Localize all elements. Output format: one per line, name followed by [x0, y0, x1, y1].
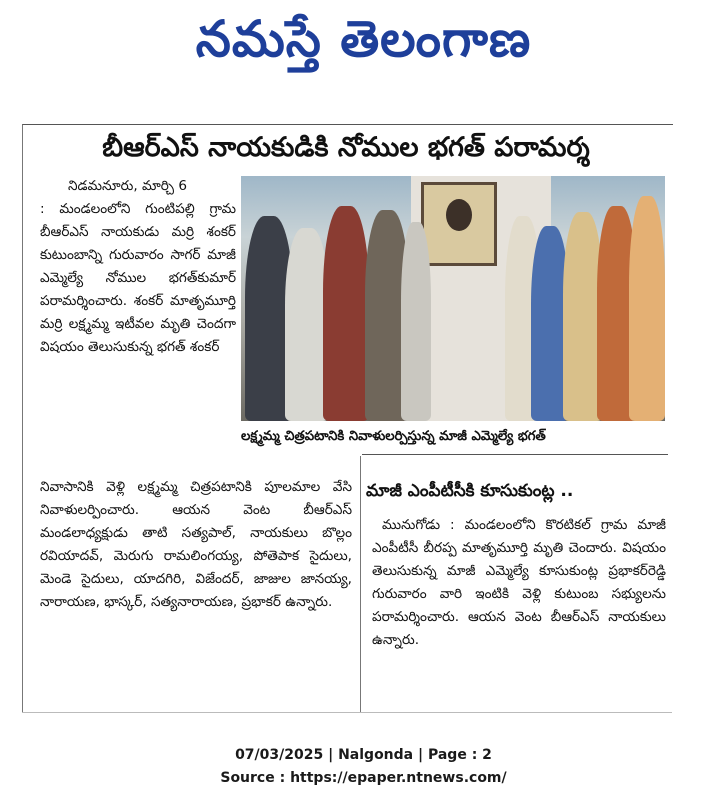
photo-caption: లక్ష్మమ్మ చిత్రపటానికి నివాళులర్పిస్తున్న మాజీ ఎమ్మెల్యే భగత్ — [241, 429, 546, 444]
section-divider — [362, 454, 668, 455]
photo-person — [629, 196, 665, 421]
article-body-left: : మండలంలోని గుంటిపల్లి గ్రామ బీఆర్‌ఎస్ నాయకుడు మర్రి శంకర్ కుటుంబాన్ని గురువారం సాగర్ మాజీ ఎమ్మెల్యే నోముల భగత్‌కుమార్ పరామర్శించారు. శంకర్ మాతృమూర్తి మర్రి లక్ష్మమ్మ ఇటీవల మృతి చెందగా విషయం తెలుసుకున్న భగత్ శంకర్ — [40, 201, 236, 355]
footer-source: Source : https://epaper.ntnews.com/ — [220, 770, 507, 786]
secondary-headline: మాజీ ఎంపీటీసీకి కూసుకుంట్ల .. — [366, 481, 574, 501]
article-dateline: నిడమనూరు, మార్చి 6 — [68, 178, 188, 194]
article-body-left-column — [40, 175, 236, 359]
footer-info: 07/03/2025 | Nalgonda | Page : 2 — [235, 747, 492, 763]
article-headline: బీఆర్‌ఎస్ నాయకుడికి నోముల భగత్ పరామర్శ — [102, 132, 590, 163]
portrait-frame — [421, 182, 497, 266]
article-body-continued: నివాసానికి వెళ్లి లక్ష్మమ్మ చిత్రపటానికి పూలమాల వేసి నివాళులర్పించారు. ఆయన వెంట బీఆర్‌ఎస్ మండలాధ్యక్షుడు తాటి సత్యపాల్, నాయకులు బొల్లం రవియాదవ్, మెరుగు రామలింగయ్య, పోతెపాక సైదులు, మెండె సైదులు, యాదగిరి, విజేందర్, జాజుల జానయ్య, నారాయణ, భాస్కర్, సత్యనారాయణ, ప్రభాకర్ ఉన్నారు. — [40, 479, 352, 610]
photo-person — [323, 206, 369, 421]
clipping-bottom-rule — [22, 712, 672, 713]
photo-person — [401, 222, 431, 421]
column-divider — [360, 456, 361, 712]
secondary-body: మునుగోడు : మండలంలోని కొరటికల్ గ్రామ మాజీ ఎంపీటీసీ బీరప్ప మాతృమూర్తి మృతి చెందారు. విషయం తెలుసుకున్న మాజీ ఎమ్మెల్యే కూసుకుంట్ల ప్రభాకర్‌రెడ్డి గురువారం వారి ఇంటికి వెళ్లి కుటుంబ సభ్యులను పరామర్శించారు. ఆయన వెంట బీఆర్‌ఎస్ నాయకులు ఉన్నారు. — [372, 517, 666, 648]
masthead: నమస్తే తెలంగాణ — [195, 10, 532, 68]
article-photo — [241, 176, 665, 421]
